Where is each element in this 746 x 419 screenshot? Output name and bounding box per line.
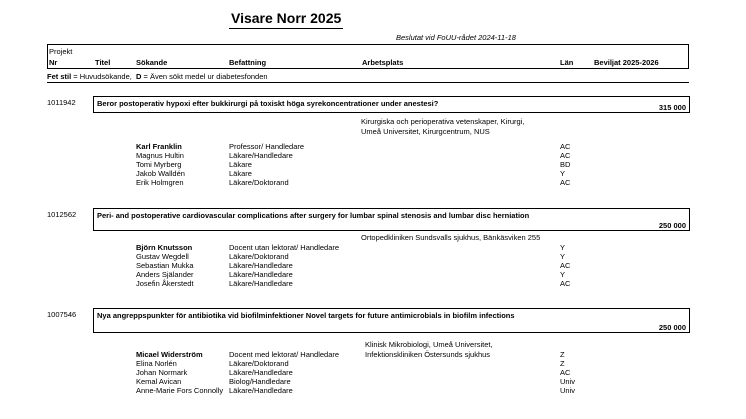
applicant-role: Docent utan lektorat/ Handledare [229,243,340,252]
applicant-lan: Z [560,350,565,359]
header-nr: Nr [49,58,58,67]
applicant-role: Läkare/Handledare [229,261,293,270]
project-number: 1012562 [47,210,77,219]
applicant-role: Läkare/Handledare [229,270,293,279]
applicant-lan: Z [560,359,565,368]
column-header [47,44,689,69]
applicant-role: Docent med lektorat/ Handledare [229,350,340,359]
applicant-name: Micael Widerström [136,350,203,359]
applicant-lan: Y [560,270,566,279]
header-beviljat: Beviljat 2025-2026 [594,58,659,67]
applicant-role: Läkare [229,169,252,178]
header-befattning: Befattning [229,58,267,67]
project-title: Peri- and postoperative cardiovascular complications after surgery for lumbar spinal stenosis and lumbar disc herniation [97,211,530,220]
applicant-name: Tomi Myrberg [136,160,182,169]
applicant-name: Anders Själander [136,270,194,279]
header-projekt: Projekt [49,47,73,56]
header-sokande: Sökande [136,58,168,67]
project-workplace: Kirurgiska och perioperativa vetenskaper, Kirurgi, Umeå Universitet, Kirurgcentrum, NUS [361,117,525,136]
project-title-box [93,208,690,231]
project-title: Nya angreppspunkter för antibiotika vid biofilminfektioner Novel targets for future antimicrobials in biofilm infections [97,311,515,320]
applicant-role: Läkare/Handledare [229,151,293,160]
header-arbetsplats: Arbetsplats [362,58,404,67]
applicant-lan: AC [560,178,571,187]
applicant-name: Elina Norlén [136,359,177,368]
applicant-lan: AC [560,151,571,160]
applicant-name: Sebastian Mukka [136,261,194,270]
applicant-role: Läkare/Handledare [229,368,293,377]
applicant-lan: Univ [560,377,576,386]
project-workplace: Ortopedkliniken Sundsvalls sjukhus, Bänkäsviken 255 [361,233,541,242]
applicant-lan: AC [560,279,571,288]
applicant-lan: AC [560,368,571,377]
applicant-role: Biolog/Handledare [229,377,291,386]
project-amount: 315 000 [658,103,686,112]
applicant-name: Johan Normark [136,368,188,377]
applicant-lan: Univ [560,386,576,395]
project-title: Beror postoperativ hypoxi efter bukkirurgi på toxiskt höga syrekoncentrationer under anestesi? [97,99,439,108]
applicant-lan: AC [560,261,571,270]
applicant-name: Björn Knutsson [136,243,193,252]
decision-note: Beslutat vid FoUU-rådet 2024-11-18 [396,33,516,42]
applicant-role: Läkare/Doktorand [229,359,289,368]
header-lan: Län [560,58,574,67]
applicant-name: Josefin Åkerstedt [136,279,194,288]
applicant-name: Anne-Marie Fors Connolly [136,386,224,395]
applicant-role: Professor/ Handledare [229,142,305,151]
applicant-lan: Y [560,252,566,261]
applicant-lan: Y [560,169,566,178]
project-amount: 250 000 [658,323,686,332]
header-titel: Titel [95,58,111,67]
applicant-role: Läkare/Doktorand [229,178,289,187]
applicant-role: Läkare/Handledare [229,386,293,395]
applicant-lan: Y [560,243,566,252]
applicant-name: Magnus Hultin [136,151,184,160]
project-workplace: Klinisk Mikrobiologi, Umeå Universitet, Infektionskliniken Östersunds sjukhus [365,340,493,359]
legend-divider [47,82,689,83]
applicant-lan: BD [560,160,571,169]
applicant-role: Läkare/Doktorand [229,252,289,261]
project-title-box [93,308,690,333]
applicant-name: Karl Franklin [136,142,182,151]
applicant-lan: AC [560,142,571,151]
project-number: 1011942 [47,98,76,107]
applicant-role: Läkare/Handledare [229,279,293,288]
applicant-name: Gustav Wegdell [136,252,189,261]
project-title-box [93,96,690,113]
applicant-role: Läkare [229,160,252,169]
applicant-name: Erik Holmgren [136,178,184,187]
page-title: Visare Norr 2025 [229,10,343,29]
legend: Fet stil = Huvudsökande, D = Även sökt medel ur diabetesfonden [47,72,268,81]
project-amount: 250 000 [658,221,686,230]
project-number: 1007546 [47,310,77,319]
applicant-name: Jakob Walldén [136,169,185,178]
applicant-name: Kemal Avican [136,377,182,386]
